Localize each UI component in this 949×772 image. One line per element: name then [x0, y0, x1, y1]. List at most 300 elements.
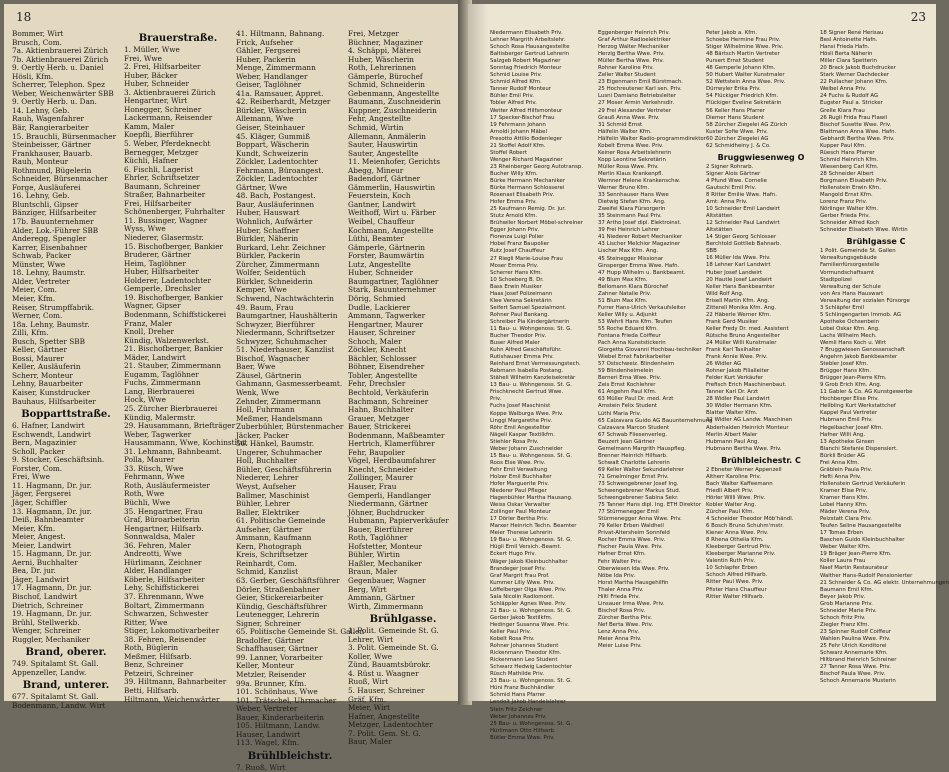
directory-entry: 4 Schneider Theodor Möb'händl.: [706, 516, 794, 523]
directory-entry: 28 Widler Paul Landwirt: [706, 396, 770, 403]
directory-entry: Lüthi Maria Priv.: [598, 410, 642, 417]
directory-entry: Schoch Annemarie Musterin: [820, 678, 896, 685]
directory-entry: 19. Bischofberger, Bankier: [124, 292, 224, 302]
directory-entry: 5. Weber, Pferdeknecht: [124, 139, 211, 149]
street-heading: Brand, oberer.: [25, 647, 107, 659]
directory-entry: 60 Zürcher Ziegelei AG: [706, 135, 769, 142]
directory-entry: Hürlimann, Zeichner: [124, 557, 202, 567]
directory-entry: Peter Jakob a. Kfm.: [706, 30, 758, 36]
directory-entry: Grauß Anna Wwe. Priv.: [598, 114, 660, 121]
directory-entry: Berneri Erna Wwe. Priv.: [598, 375, 662, 382]
directory-entry: Gebhardt Bertha Wwe. Priv.: [820, 135, 895, 142]
directory-entry: 27 Moser Armin Verkehrsdir.: [598, 100, 675, 107]
directory-entry: Löffelberger Olga Wwe. Priv.: [490, 586, 567, 593]
directory-entry: 38. Fehren, Reisender: [124, 634, 207, 644]
directory-entry: Lehner Margrith Arbeitslehr.: [490, 37, 566, 44]
directory-entry: 65. Politische Gemeinde St. Gallen: [236, 627, 365, 637]
directory-entry: Weibel, Chauffeur: [348, 217, 415, 227]
directory-entry: Niederer, Glasermstr.: [124, 233, 204, 243]
directory-entry: 45. Kläger, Gummiß: [236, 131, 310, 141]
directory-entry: Stiehler Rosa Priv.: [490, 438, 539, 445]
directory-entry: Bütler Emma Wwe. Priv.: [490, 734, 555, 741]
directory-entry: 49 Blum Max Kfm.: [598, 276, 648, 283]
directory-entry: Tanner Karl Dr. Arzt: [706, 389, 759, 396]
directory-entry: Hügli Emil Versich.-Beamt.: [490, 544, 562, 551]
directory-entry: 4. Rüst u. Waagner: [348, 668, 419, 678]
directory-entry: Brühwiler Norbert Möbel-schreiner: [490, 220, 583, 227]
directory-entry: Keiner Rosa Arbeitslehrerin: [598, 149, 672, 156]
directory-entry: Grelle Klara Frau: [820, 107, 865, 114]
directory-entry: Bodenmann, Maßbeamter: [348, 430, 445, 440]
directory-entry: Gerber Frieda Priv.: [820, 213, 870, 220]
directory-entry: Meßmer, Handelsmann: [236, 413, 323, 423]
directory-entry: Rebmann Isabella Postang.: [490, 368, 563, 375]
directory-entry: Huber, Schaffner: [236, 225, 300, 235]
street-heading: Brauerstraße.: [138, 33, 218, 44]
directory-entry: 32 Widler AG Landw. Maschinen: [706, 417, 793, 424]
directory-entry: 65 Calzavara Guido AG Bauunternehmung: [598, 417, 713, 424]
directory-entry: Graf Margrit Frau Prof.: [490, 572, 550, 579]
directory-entry: Sauter, Angestellte: [348, 148, 419, 158]
street-heading: Brühlgasse.: [369, 614, 437, 626]
directory-entry: 19 Bräger Jean-Pierre Kfm.: [820, 551, 892, 558]
directory-entry: Schoch, Maler: [348, 336, 402, 346]
directory-entry: 37 Artho Josef dipl. Elektroinst.: [598, 220, 682, 227]
directory-entry: Bea, Dr. jur.: [12, 566, 56, 576]
directory-entry: 33. Rüsch, Wwe: [124, 463, 184, 473]
directory-entry: Pach Anna Kunststickerin: [598, 340, 666, 347]
directory-entry: Pursert Ernst Student: [706, 58, 764, 65]
directory-entry: Keller Fredy Dr. med. Assistent: [706, 325, 789, 332]
directory-entry: Zollinger Paul Monteur: [490, 509, 551, 516]
directory-entry: 75 Tanner Hans dipl. Ing. ETH Direktor: [598, 502, 702, 509]
directory-entry: Benz, Schreiner: [124, 660, 184, 670]
directory-entry: Hörler Willi Wwe. Priv.: [706, 494, 766, 501]
street-heading: Bruggwiesenweg O: [717, 152, 805, 162]
directory-entry: Pfister Hans Chauffeur: [706, 586, 767, 593]
directory-entry: Diemer Hans Student: [706, 114, 764, 121]
directory-entry: Fuchs, Zimmermann: [124, 378, 201, 388]
directory-entry: 9. Stocker, Geschäftsinh.: [12, 455, 105, 465]
directory-entry: 47 Hupp Wilhelm u. Bankbeamt.: [598, 269, 686, 276]
directory-entry: Hauser, Frau: [348, 481, 397, 491]
directory-entry: 41. Hiltmann, Bahnang.: [236, 29, 325, 38]
directory-entry: 50 Hubert Walter Kunstmaler: [706, 72, 785, 79]
directory-entry: Kummer Lilly Wwe. Priv.: [490, 579, 555, 586]
directory-entry: Burkard, Lehr. Zeichner: [236, 242, 326, 252]
directory-entry: Baur, Ausläuferinnen: [236, 199, 315, 209]
directory-entry: Calzavara Marcon Student: [598, 424, 670, 431]
directory-column-1: [12, 29, 120, 710]
directory-entry: 8 Ritter Emilie Wwe. Hafn.: [706, 191, 777, 198]
directory-entry: Sonntag Friedrich Monteur: [490, 65, 562, 72]
directory-entry: Vormundschaftsamt: [820, 269, 875, 276]
directory-entry: 18a. Lehny, Baumstr.: [12, 319, 90, 329]
directory-entry: Baumgartner, Haushälterin: [236, 311, 338, 321]
directory-entry: Rüsch Mathilde Priv.: [490, 671, 545, 678]
directory-entry: Kundt, Schweizerin: [236, 148, 309, 158]
directory-entry: Busch, Spetter SBB: [12, 336, 85, 346]
directory-entry: Kochmann, Angestellte: [348, 225, 434, 235]
directory-entry: Dörler, Straßenbahner: [236, 584, 320, 594]
directory-entry: Roth, Ausläufermeister: [124, 480, 210, 490]
directory-entry: 11 Gabler & Co. AG Kunstgewerbe: [820, 389, 913, 396]
directory-entry: Verwaltungsgebäude: [820, 255, 877, 262]
directory-entry: Dürrwyler Erika Priv.: [706, 86, 761, 93]
directory-entry: 19. Hagmann, Dr. jur.: [12, 609, 92, 619]
directory-entry: 25 Bau- u. Wohngenoss. St. G.: [490, 720, 572, 727]
directory-entry: 25 Hochreutener Karl sen. Priv.: [598, 86, 682, 93]
directory-entry: Hegelbacher Josef Kfm.: [820, 424, 883, 431]
directory-entry: Erisell Martin Kfm. Ang.: [706, 297, 770, 304]
directory-entry: Ehrler, Schriftsetzer: [124, 173, 200, 183]
directory-entry: Rütsche Bruno Angestellter: [706, 332, 780, 339]
directory-entry: Röhr Emil Angestellter: [490, 424, 551, 431]
directory-entry: Nägeli Kaspar Textilkfm.: [490, 431, 555, 438]
directory-entry: Meier, Landwirt: [12, 540, 72, 550]
directory-entry: 105. Hiltmann, Landw.: [236, 721, 321, 731]
directory-entry: Bänziger, Hilfsarbeiter: [12, 208, 97, 218]
directory-entry: Moser Emma Priv.: [490, 262, 539, 269]
directory-entry: Roth, Büglerin: [124, 643, 179, 653]
directory-entry: Gemperle, Drechsler: [124, 284, 202, 294]
directory-entry: Ruggler, Mechaniker: [12, 634, 90, 644]
directory-entry: Boltart, Zimmermann: [124, 600, 205, 610]
directory-entry: Ritter, Wwe: [124, 617, 168, 627]
directory-entry: Schoch Alfred Hilfsarb.: [706, 572, 768, 579]
directory-entry: Baumann, Schreiner: [124, 181, 201, 191]
directory-entry: Kern, Photograph: [236, 541, 302, 551]
directory-entry: Altstätten: [706, 227, 733, 234]
directory-entry: 20 Hautle Josef Landwirt: [706, 276, 772, 283]
directory-entry: Lehrer, Wirt: [348, 634, 394, 644]
directory-entry: 43 Lischer Melchior Magaziner: [598, 241, 681, 248]
directory-entry: Koller Laura Frau: [820, 558, 866, 565]
directory-entry: 67 Schwab Fliesenverleg.: [598, 431, 667, 438]
directory-entry: 26 Rugli Frida Frau Flawil: [820, 114, 888, 121]
directory-entry: Presotto Attilio Bodenleger: [490, 135, 563, 142]
directory-entry: Felder Kurt Verkäufer: [706, 375, 763, 382]
directory-entry: 17 Tomas Erben: [820, 530, 864, 537]
directory-entry: Zuberbühler, Bürstenmacher: [236, 422, 344, 432]
directory-entry: Baumann Emil Kfm.: [820, 586, 874, 593]
directory-entry: 18 Lehner Karl Landwirt: [706, 262, 771, 269]
left-columns: [4, 29, 462, 772]
directory-entry: Rickenmann Leo Student: [490, 657, 558, 664]
directory-entry: Gebenmann, Angestellte: [348, 88, 440, 98]
directory-entry: Beuzert Jean Gärtner: [598, 438, 655, 445]
directory-entry: 1. Polit. Gemeinde St. G.: [348, 626, 439, 636]
directory-entry: 6 Bosch Bruno Schuhm'mstr.: [706, 523, 784, 530]
directory-entry: Fiorenza Luigi Polier: [490, 234, 544, 241]
directory-entry: 10 Schlapfer Erben: [706, 565, 758, 572]
directory-entry: Kleeberger Gertrud Priv.: [706, 544, 772, 551]
directory-entry: Holl, Fuhrmann: [236, 405, 295, 415]
directory-entry: Lüthi, Beamter: [348, 234, 404, 244]
street-heading: Bopparttstraße.: [21, 409, 111, 421]
directory-entry: Geiser, Taglöhner: [236, 80, 302, 90]
right-columns: [468, 30, 949, 741]
directory-entry: Metzler, Reisender: [236, 670, 306, 680]
directory-entry: Stein Fritz Zeichner: [490, 706, 543, 713]
directory-entry: 29. Hausammann, Briefträger: [124, 421, 236, 431]
directory-entry: Klee Verena Sekretärin: [490, 297, 552, 304]
directory-entry: Hälfelin Walter Kfm.: [598, 128, 652, 135]
directory-entry: Jäger, Schiffler: [12, 497, 68, 507]
directory-entry: Wemli Hans Koch u. Wirt: [820, 339, 887, 346]
directory-entry: Hofstetter, Monteur: [348, 541, 422, 551]
directory-entry: Rüesch Hans Pfarrer: [820, 149, 875, 156]
directory-entry: Merlin Albert Maler: [706, 431, 758, 438]
directory-entry: Bürke Hermann Schlosserei: [490, 185, 565, 192]
directory-entry: Aufseher, Gärtner: [236, 524, 303, 534]
directory-entry: 4. Schäppi, Mäterei: [348, 46, 421, 56]
directory-entry: 30 Widler Hermann Kfm.: [706, 403, 773, 410]
directory-entry: Nöbe Ida Priv.: [598, 572, 636, 579]
directory-entry: Bossi, Maurer: [12, 353, 65, 363]
directory-entry: Rauh, Wagenfahrer: [12, 114, 84, 124]
directory-entry: Ziegler Franz Kfm.: [820, 621, 870, 628]
directory-entry: Weibel Anna Priv.: [820, 86, 867, 93]
directory-entry: Brenner Heinrich Hilfsarb.: [598, 452, 668, 459]
directory-entry: Huber, Hilfsarbeiter: [124, 267, 199, 277]
directory-entry: 9. Oertly Herb. u. Daniel: [12, 63, 104, 73]
directory-entry: 22 Häberle Werner Kfm.: [706, 311, 771, 318]
directory-entry: 99. Lanner, Vorarbeiter: [236, 652, 323, 662]
directory-entry: 58 Zürcher Ziegelei AG Zürich: [706, 121, 788, 128]
directory-entry: Signer, Schreiner: [236, 618, 301, 628]
directory-entry: 16. Lehny, Geb.: [12, 191, 70, 201]
directory-entry: 1 Polit. Gemeinde St. Gallen: [820, 248, 896, 255]
directory-entry: 79 Keller Erben Waldheil: [598, 523, 664, 530]
directory-entry: Petzeiri, Schreiner: [124, 668, 194, 678]
directory-entry: Glorgetta Giovanni Hochbau-techniker: [598, 347, 702, 354]
directory-entry: Hauser, Schreiner: [348, 328, 416, 338]
directory-entry: Horst Martha Hausgehilfin: [598, 579, 669, 586]
directory-entry: Dietrich, Schreiner: [12, 600, 84, 610]
directory-entry: Oberwiesen Ida Wwe. Priv.: [598, 565, 670, 572]
directory-entry: Kuppner, Zuschneiderin: [348, 105, 437, 115]
directory-entry: Lischer Max Kfm. Ang.: [598, 248, 659, 255]
directory-entry: Hollenstein Gertrud Verkäuferin: [820, 480, 906, 487]
directory-entry: Wagner, Gipser: [124, 301, 181, 311]
directory-entry: 11. Meienhofer, Gerichts: [348, 157, 440, 167]
directory-entry: Frefisch Erich Maschinenbaut.: [706, 382, 787, 389]
directory-entry: Zürcher Paul Kfm.: [706, 509, 755, 515]
directory-entry: 17 Dörler Bertha Priv.: [490, 516, 549, 523]
directory-entry: Wäger Jakob Kleinbuchhalter: [490, 558, 568, 565]
directory-entry: Ammann, Gärtner: [348, 593, 415, 603]
directory-entry: Bischof Rosa Priv.: [598, 607, 646, 614]
directory-entry: Dörig, Schmied: [348, 293, 406, 303]
directory-entry: 3. Aktienbrauerei Zürich: [124, 87, 216, 97]
directory-entry: Allemann, Anmälerin: [348, 131, 426, 141]
directory-entry: Haas Josef Polizeimann: [490, 290, 553, 297]
directory-entry: 113. Wagel, Kfm.: [236, 738, 300, 748]
directory-entry: Fehr Emil Verwaltung: [490, 466, 548, 473]
directory-entry: Huber, Hauswart: [236, 208, 300, 218]
directory-entry: Ammann, Tagwerker: [348, 311, 426, 321]
directory-entry: 33 Sennhauser Hans Wwe: [598, 192, 669, 199]
directory-entry: 99a. Brunner, Kfm.: [236, 678, 307, 688]
directory-entry: Vögel, Herdbaumfahrer: [348, 456, 436, 466]
directory-entry: 7a. Aktienbrauerei Zürich: [12, 46, 108, 56]
directory-entry: Hafner Willi Ang.: [820, 431, 866, 438]
directory-entry: 51 Blum Max Kfm.: [598, 297, 648, 304]
directory-entry: Rutishauser Emma Priv.: [490, 354, 554, 361]
directory-entry: Gräf, Kfm.: [348, 694, 387, 704]
directory-entry: Hertrich, Klamerführer: [348, 439, 435, 449]
directory-entry: Stadtpolizei: [820, 276, 852, 283]
directory-entry: Teufen Seline Hausangestellte: [820, 523, 902, 530]
directory-entry: Steinbeisser, Gärtner: [12, 140, 91, 150]
directory-entry: 27 Riegli Marie-Louise Frau: [490, 255, 563, 262]
directory-entry: 8 Rhena Othelia Kfm.: [706, 537, 764, 544]
directory-entry: Schneider Elisabeth Wwe. Wirtin: [820, 227, 908, 234]
directory-entry: Rocher Emma Wwe. Priv.: [598, 537, 666, 544]
directory-column-3: [236, 29, 365, 772]
directory-entry: Hobel Franz Baupolier: [490, 241, 550, 248]
directory-entry: Hafner, Angestellte: [348, 711, 420, 721]
directory-entry: Bass Erwin Musiker: [490, 283, 542, 290]
directory-entry: Verwaltung der sozialen Fürsorge: [820, 297, 910, 304]
directory-entry: Baschen Guido Kleinbuchhalter: [820, 537, 905, 544]
directory-entry: Fuchs Josef Maschinist: [490, 403, 551, 410]
directory-entry: Frei, Metzger: [348, 29, 399, 38]
directory-entry: 23 Bau- u. Wohngenoss. St. G.: [490, 678, 572, 685]
directory-entry: Tobler Alfred Priv.: [490, 100, 537, 107]
directory-entry: Baumann, Zuschneiderin: [348, 97, 441, 107]
directory-entry: 22 Pullacher Johann Kfm.: [820, 79, 888, 86]
directory-entry: Weber, Vertreter: [236, 704, 298, 714]
directory-entry: Baumgartner, Taglöhner: [348, 276, 439, 286]
directory-entry: Amstein Felix Student: [598, 403, 658, 410]
directory-entry: Niedermann Elisabeth Priv.: [490, 30, 563, 36]
directory-entry: 56. Hänkel, Baumstr.: [236, 439, 315, 449]
directory-entry: 21 Bau- u. Wohngenoss. St. G.: [490, 607, 572, 614]
directory-entry: Reinhard Ernst Vermessungstech.: [490, 361, 581, 368]
directory-entry: Schreiber Pia Kindergärtnerin: [490, 318, 570, 325]
directory-entry: Schmid Alfred Kfm.: [490, 79, 542, 86]
directory-column-4: [820, 30, 949, 701]
directory-entry: Schneider Alfred Koch: [820, 220, 880, 227]
directory-entry: Ruoß, Wirt: [348, 677, 389, 687]
directory-entry: Hahn, Buchhalter: [348, 405, 414, 415]
directory-entry: Hiltl Frieda Priv.: [598, 593, 640, 600]
directory-entry: Gräblein Paula Priv.: [820, 466, 873, 473]
directory-entry: 48 Gemperle Johann Kfm.: [706, 65, 776, 72]
directory-entry: Blatter Walter Kfm.: [706, 410, 758, 417]
directory-entry: Meier Anna Priv.: [598, 636, 642, 643]
directory-entry: Grob Marianne Priv.: [820, 600, 873, 607]
directory-entry: Hengartner, Maurer: [348, 319, 423, 329]
directory-entry: Buser Alfred Maler: [490, 340, 540, 347]
directory-entry: Scherrer Hans Kfm.: [490, 269, 543, 276]
directory-entry: SBB: [706, 248, 717, 255]
directory-entry: Kappel Paul Vertreter: [820, 410, 878, 417]
directory-entry: Hafner Ernst Kfm.: [598, 551, 646, 558]
directory-entry: Stoffel Robert: [490, 149, 527, 156]
directory-entry: 48 Bärtsch Martin Vertreter: [706, 51, 780, 58]
directory-entry: Bellomann Klara Bürochef: [598, 283, 669, 290]
directory-entry: Ballmer, Maschinist: [236, 490, 310, 500]
directory-entry: Brügger Hans Kfm.: [820, 368, 872, 375]
directory-entry: 62 Schmidheiny J. & Co.: [706, 142, 771, 149]
directory-column-4: [348, 29, 458, 747]
directory-entry: Ginsperger Emma Wwe. Hafn.: [598, 262, 680, 269]
directory-entry: 53 Wehrli Hans Kfm. Teufen: [598, 318, 673, 325]
directory-entry: Bürke Hermann Mechaniker: [490, 177, 565, 184]
directory-entry: 18 Signer René Herisau: [820, 30, 884, 36]
directory-entry: Kramer Elise Priv.: [820, 487, 868, 494]
directory-entry: Graf, Büroarbeiterin: [124, 515, 200, 525]
directory-entry: Wohnlich, Aufwärter: [236, 217, 313, 227]
directory-entry: Hubmann Bertha Wwe. Priv.: [706, 445, 782, 452]
directory-entry: Furrer Hans-Ulrich Verkaufsleiter: [598, 304, 686, 311]
directory-entry: Braun, Maler: [348, 567, 398, 577]
directory-entry: Küchli, Hafner: [124, 156, 179, 166]
directory-entry: Kobelt Emma Wwe. Priv.: [598, 142, 664, 149]
directory-entry: Bär, Rangierarbeiter: [12, 123, 89, 133]
directory-entry: Bühler, Lehrer: [236, 499, 290, 509]
directory-entry: Gämperle, Gärtnerin: [348, 242, 426, 252]
directory-entry: Hiltbrand Heinrich Schreiner: [820, 657, 897, 664]
directory-entry: Weber, Handlanger: [236, 71, 308, 81]
directory-entry: Meier, Angest.: [12, 532, 66, 542]
directory-entry: Baltisberger Gertrud Lehrerin: [490, 51, 570, 58]
directory-entry: Scholl, Packer: [12, 446, 65, 456]
directory-entry: Schoch Rosa Hausangestellte: [490, 44, 570, 51]
directory-entry: Lang, Bierbrauerei: [124, 386, 195, 396]
directory-entry: Bühler, Wirtin: [348, 550, 400, 560]
directory-entry: Schwend, Nachtwächterin: [236, 293, 334, 303]
directory-entry: Blanchi Stefanie Dispensiert.: [820, 445, 898, 452]
directory-entry: Gämperle, Bürochef: [348, 71, 423, 81]
directory-entry: 15 Bau- u. Wohngenoss. St. G.: [490, 452, 572, 459]
directory-entry: Linggi Margarethe Priv.: [490, 417, 553, 424]
directory-entry: Jäger, Landwirt: [12, 574, 70, 584]
directory-entry: Zahner Natalie Priv.: [598, 290, 652, 297]
directory-entry: Frei, Wwe: [12, 472, 50, 482]
directory-entry: 41 Niederer Robert Mechaniker: [598, 234, 683, 241]
directory-entry: Hagenbühler Martha Hausang.: [490, 495, 573, 502]
directory-entry: Holzer Emil Buchhalter: [490, 473, 552, 480]
directory-entry: Sauter, Hauswirtin: [348, 140, 418, 150]
directory-entry: Wenger Richard Magaziner: [490, 156, 563, 163]
directory-entry: 15. Hagmann, Dr. jur.: [12, 549, 92, 559]
directory-entry: Stiger Wilhelmine Wwe. Priv.: [706, 44, 784, 51]
directory-entry: Rohner Karoline Priv.: [598, 65, 654, 72]
directory-column-2: [124, 30, 248, 704]
directory-entry: Pelzstatt Clara Priv.: [820, 516, 873, 523]
directory-entry: Reiser, Strumpffabrik.: [12, 302, 95, 312]
directory-entry: 7 Bruggwiesen Genossenschaft: [820, 347, 905, 354]
directory-entry: Fehrmann, Wwe: [124, 472, 185, 482]
directory-entry: Rauh, Monteur: [12, 157, 69, 167]
directory-entry: 7. Ruoß, Wirt: [236, 762, 286, 772]
directory-entry: Lorenz Franz Priv.: [820, 199, 868, 206]
directory-entry: Weber, Tagwerker: [124, 429, 192, 439]
directory-entry: Hauser, Landwirt: [236, 729, 301, 739]
directory-entry: Brandeger Josef Priv.: [490, 565, 547, 572]
directory-entry: 41a. Ramsauer, Appret.: [236, 88, 324, 98]
directory-entry: 2 Ebneter Werner Appenzell: [706, 466, 782, 473]
directory-entry: Geiser, Steinhauer: [236, 123, 305, 133]
directory-entry: Rohner Jakob Filialleiter: [706, 368, 770, 375]
directory-entry: von Arx Hans Hauswart: [820, 290, 884, 297]
directory-entry: Huber, Wäscherin: [348, 54, 414, 64]
directory-entry: Roth, Lehrerinnen: [348, 63, 417, 73]
